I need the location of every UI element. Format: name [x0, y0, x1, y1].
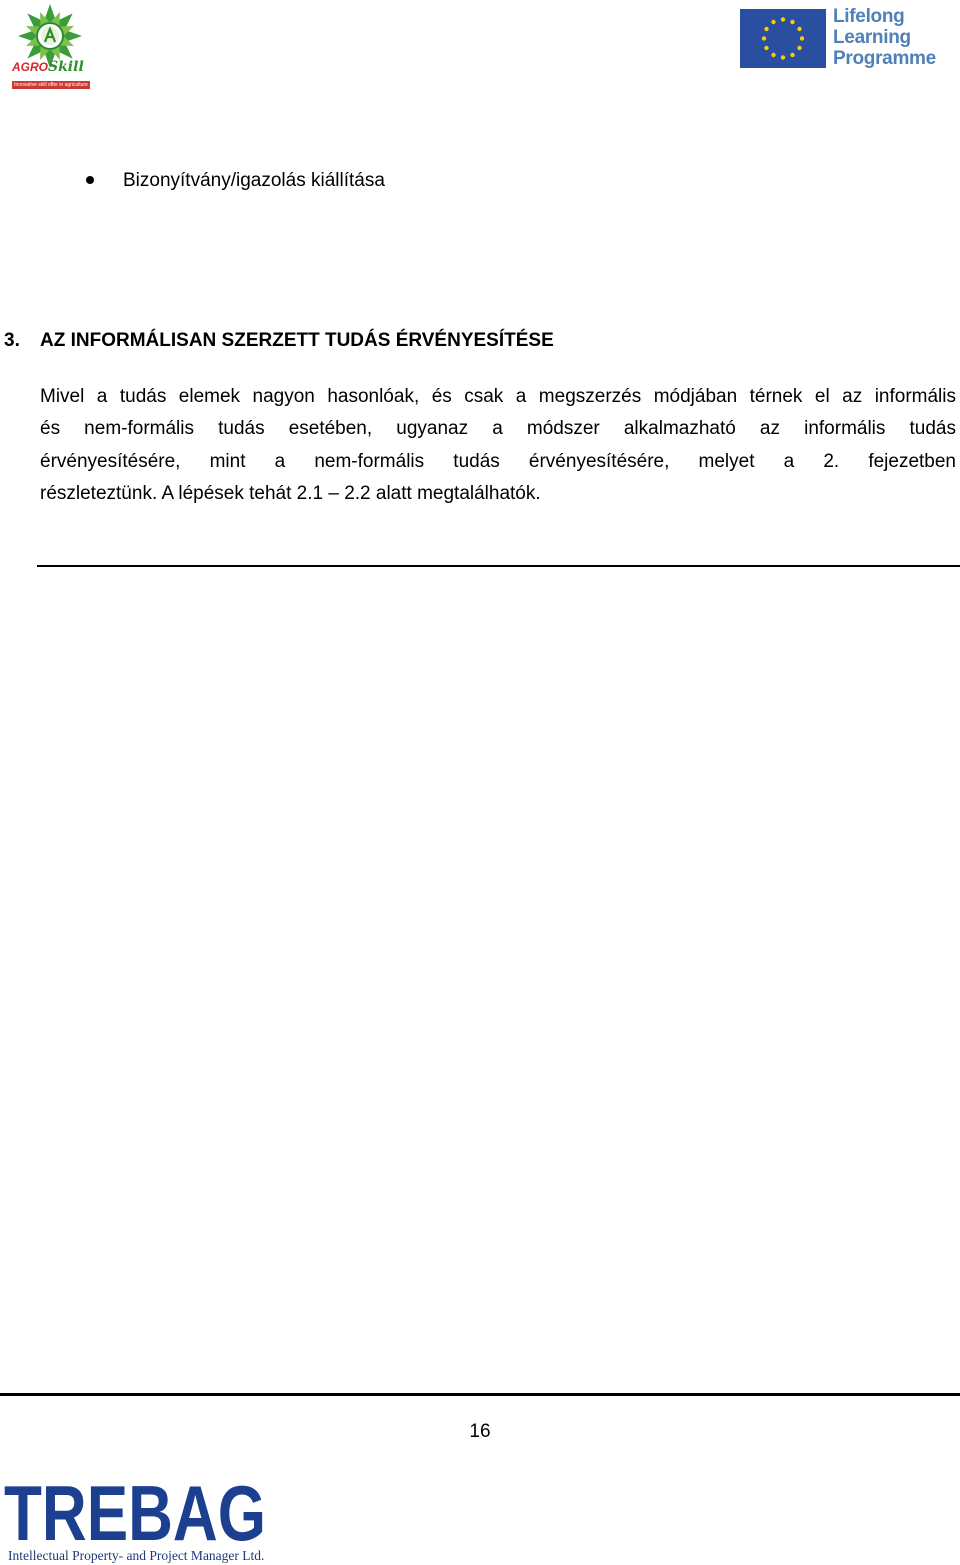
trebag-logo — [4, 1470, 270, 1542]
paragraph-line: Mivel a tudás elemek nagyon hasonlóak, és csak a megszerzés módjában térnek el az informális — [40, 386, 956, 407]
horizontal-rule — [37, 565, 960, 567]
section-heading — [4, 329, 554, 353]
trebag-wordmark-icon — [4, 1470, 270, 1542]
paragraph-line: érvényesítésére, mint a nem-formális tudás érvényesítésére, melyet a 2. fejezetben — [40, 450, 956, 472]
agroskill-wordmark-agro: AGRO — [12, 60, 48, 74]
agroskill-tagline: Innovative skill offer in agriculture — [12, 81, 90, 89]
lifelong-learning-programme-logo — [833, 6, 936, 69]
paragraph-line: és nem-formális tudás esetében, ugyanaz a módszer alkalmazható az informális tudás — [40, 418, 956, 440]
body-paragraph — [40, 381, 956, 510]
section-title: AZ INFORMÁLISAN SZERZETT TUDÁS ÉRVÉNYESÍTÉSE — [40, 330, 554, 351]
llp-line-2: Learning — [833, 27, 911, 48]
agroskill-wordmark — [12, 58, 84, 75]
trebag-subtitle: Intellectual Property- and Project Manager Ltd. — [8, 1548, 265, 1563]
agroskill-wordmark-skill: Skill — [48, 59, 84, 75]
section-number: 3. — [4, 330, 20, 351]
bullet-icon — [86, 176, 94, 184]
page-number: 16 — [469, 1421, 491, 1442]
llp-line-3: Programme — [833, 48, 936, 69]
bullet-item: Bizonyítvány/igazolás kiállítása — [123, 170, 385, 191]
footer-rule — [0, 1393, 960, 1396]
trebag-word: TREBAG — [4, 1470, 266, 1542]
paragraph-line: részleteztünk. A lépések tehát 2.1 – 2.2 alatt megtalálhatók. — [40, 482, 541, 504]
llp-line-1: Lifelong — [833, 6, 905, 27]
eu-flag-icon — [740, 9, 826, 68]
